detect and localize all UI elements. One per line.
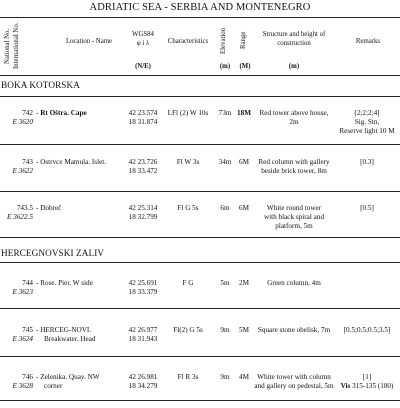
header-remarks: Remarks xyxy=(355,38,381,45)
header-range-unit: (M) xyxy=(239,63,251,70)
header-wgs84-unit: (N/E) xyxy=(135,63,151,70)
row-rule xyxy=(0,144,400,145)
header-structure-line2: construction xyxy=(277,40,311,47)
header-elevation: Elevation xyxy=(220,27,227,55)
elevation: 34m xyxy=(218,158,232,166)
header-structure: Structure and height of xyxy=(262,31,326,38)
structure: White round tower xyxy=(266,204,322,212)
range: 18M xyxy=(237,109,251,117)
section-rule xyxy=(0,96,400,97)
international-no: E 3624 xyxy=(12,335,33,343)
remarks: [0.5] xyxy=(360,204,374,212)
elevation: 9m xyxy=(220,326,230,334)
remarks-line2: Sig. Stn, xyxy=(354,118,380,126)
location-name: - Zelenika. Quay. NW xyxy=(36,373,100,381)
structure: Square stone obelisk, 7m xyxy=(257,326,331,334)
characteristics: Fl W 3s xyxy=(176,158,200,166)
structure-line2: and gallery on pedestal, 5m xyxy=(254,382,334,390)
elevation: 5m xyxy=(220,279,230,287)
section-rule xyxy=(0,262,400,263)
header-bottom-rule xyxy=(0,75,400,76)
structure-line2: 2m xyxy=(289,118,299,126)
international-no: E 3628 xyxy=(12,382,33,390)
section-title: HERCEGNOVSKI ZALIV xyxy=(1,248,105,258)
remarks: [1] xyxy=(362,373,372,381)
latitude: 42 23.726 xyxy=(128,158,158,166)
range: 6M xyxy=(239,204,249,212)
characteristics: Fl G 5s xyxy=(177,204,199,212)
national-no: 742 xyxy=(22,109,33,117)
structure-line2: with black spiral and xyxy=(263,213,325,221)
remarks-line3: Reserve light 10 M xyxy=(339,127,395,135)
row-rule xyxy=(0,191,400,192)
range: 2M xyxy=(239,279,249,287)
remarks: [0.3] xyxy=(360,158,374,166)
header-location: Location - Name xyxy=(65,38,113,45)
longitude: 18 34.279 xyxy=(128,382,158,390)
header-national-no: National No. xyxy=(4,28,11,64)
longitude: 18 33.379 xyxy=(128,288,158,296)
characteristics: Fl R 3s xyxy=(177,373,199,381)
header-international-no: International No. xyxy=(13,22,20,70)
national-no: 743 xyxy=(22,158,33,166)
header-characteristics: Characteristics xyxy=(167,38,209,45)
remarks: [2;2;2;4] xyxy=(354,109,380,117)
national-no: 743.5 xyxy=(16,204,33,212)
location-name: - Dobreč xyxy=(36,204,62,212)
international-no: E 3623 xyxy=(12,288,33,296)
location-name: - HERCEG-NOVI. xyxy=(36,326,92,334)
latitude: 42 26.981 xyxy=(128,373,158,381)
structure: Red column with gallery xyxy=(258,158,330,166)
structure-line2: beside brick tower, 8m xyxy=(261,167,327,175)
section-title: BOKA KOTORSKA xyxy=(1,80,80,90)
range: 5M xyxy=(239,326,249,334)
visibility-sector: 315-135 (180) xyxy=(350,382,394,390)
characteristics: Fl(2) G 5s xyxy=(173,326,203,334)
latitude: 42 26.977 xyxy=(128,326,158,334)
national-no: 746 xyxy=(22,373,33,381)
elevation: 9m xyxy=(220,373,230,381)
location-name: - Ostrvce Mamula. Islet. xyxy=(36,158,107,166)
header-elevation-unit: (m) xyxy=(219,63,231,70)
latitude: 42 25.314 xyxy=(128,204,158,212)
header-top-rule xyxy=(0,17,400,18)
characteristics: F G xyxy=(182,279,194,287)
structure: White tower with column xyxy=(257,373,331,381)
latitude: 42 23.574 xyxy=(128,109,158,117)
header-range: Range xyxy=(240,31,247,49)
international-no: E 3622.5 xyxy=(7,213,33,221)
header-structure-unit: (m) xyxy=(288,63,300,70)
structure: Green column, 4m xyxy=(267,279,321,287)
national-no: 745 xyxy=(22,326,33,334)
header-wgs84-symbols: φ i λ xyxy=(136,40,150,47)
longitude: 18 33.472 xyxy=(128,167,158,175)
row-rule xyxy=(0,356,400,357)
international-no: E 3620 xyxy=(12,118,33,126)
range: 4M xyxy=(239,373,249,381)
remarks: [0.5;0.5;0.5;3.5] xyxy=(343,326,391,334)
row-rule xyxy=(0,237,400,238)
location-name-line2: corner xyxy=(44,382,63,390)
visibility-label: Vis xyxy=(340,382,351,390)
elevation: 73m xyxy=(218,109,232,117)
row-rule xyxy=(0,400,400,401)
longitude: 18 31.943 xyxy=(128,335,158,343)
remarks-line2 xyxy=(334,382,400,391)
longitude: 18 31.874 xyxy=(128,118,158,126)
location-name-line2: Breakwater. Head xyxy=(44,335,96,343)
header-wgs84: WGS84 xyxy=(132,31,154,38)
elevation: 6m xyxy=(220,204,230,212)
location-name: - Rose. Pier. W side xyxy=(36,279,93,287)
international-no: E 3622 xyxy=(12,167,33,175)
longitude: 18 32.799 xyxy=(128,213,158,221)
structure-line3: platform, 5m xyxy=(275,222,313,230)
row-rule xyxy=(0,308,400,309)
structure: Red tower above house, xyxy=(259,109,329,117)
latitude: 42 25.691 xyxy=(128,279,158,287)
page-title: ADRIATIC SEA - SERBIA AND MONTENEGRO xyxy=(89,2,311,13)
characteristics: LFl (2) W 10s xyxy=(167,109,209,117)
national-no: 744 xyxy=(22,279,33,287)
range: 6M xyxy=(239,158,249,166)
location-name: - Rt Oštra. Cape xyxy=(36,109,87,117)
